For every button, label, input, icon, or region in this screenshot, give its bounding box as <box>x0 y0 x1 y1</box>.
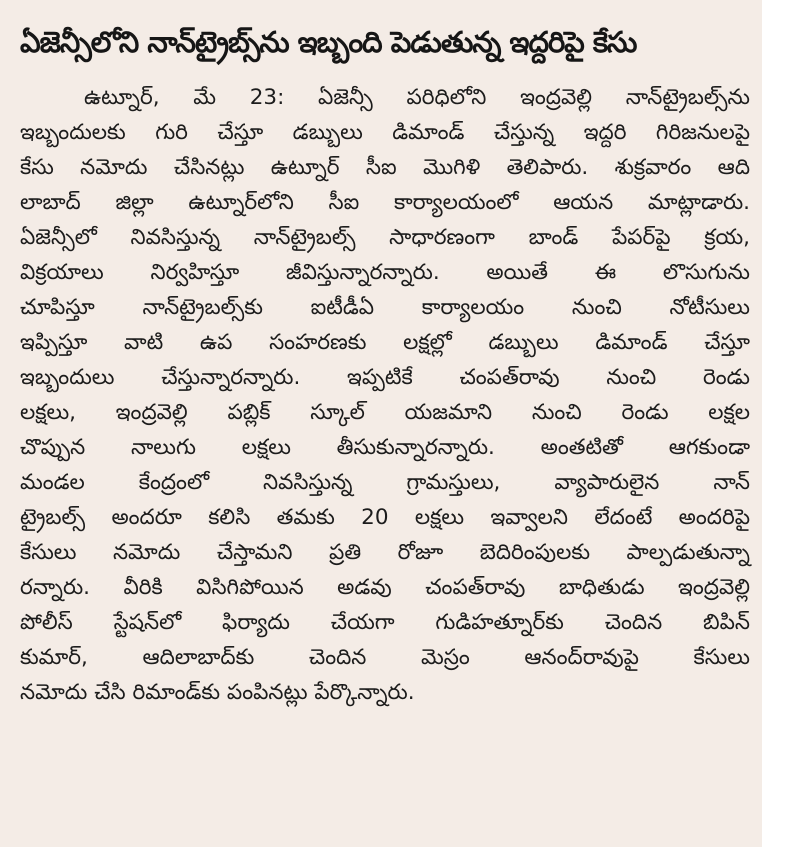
article-line: కేసు నమోదు చేసినట్లు ఉట్నూర్ సీఐ మొగిళి తెలిపారు. శుక్రవారం ఆది <box>20 155 750 180</box>
article-line: కేసులు నమోదు చేస్తామని ప్రతి రోజూ బెదిరింపులకు పాల్పడుతున్నా <box>20 540 750 565</box>
article-line: చొప్పున నాలుగు లక్షలు తీసుకున్నారన్నారు. అంతటితో ఆగకుండా <box>20 435 750 460</box>
article-line: మండల కేంద్రంలో నివసిస్తున్న గ్రామస్తులు, వ్యాపారులైన నాన్ <box>20 470 750 495</box>
article-line: ఇబ్బందులకు గురి చేస్తూ డబ్బులు డిమాండ్ చేస్తున్న ఇద్దరి గిరిజనులపై <box>20 120 750 145</box>
article-line: కుమార్, ఆదిలాబాద్‌కు చెందిన మెస్రం ఆనంద్‌రావుపై కేసులు <box>20 645 750 670</box>
article-body <box>20 80 750 710</box>
article-line: ఇబ్బందులు చేస్తున్నారన్నారు. ఇప్పటికే చంపత్‌రావు నుంచి రెండు <box>20 365 750 390</box>
article-line: ఇప్పిస్తూ వాటి ఉప సంహరణకు లక్షల్లో డబ్బులు డిమాండ్ చేస్తూ <box>20 330 750 355</box>
article-line: విక్రయాలు నిర్వహిస్తూ జీవిస్తున్నారన్నారు. అయితే ఈ లొసుగును <box>20 260 750 285</box>
article-line: చూపిస్తూ నాన్‌ట్రైబల్స్‌కు ఐటీడీఏ కార్యాలయం నుంచి నోటీసులు <box>20 295 750 320</box>
article-line: లక్షలు, ఇంద్రవెల్లి పబ్లిక్ స్కూల్ యజమాని నుంచి రెండు లక్షల <box>20 400 750 425</box>
article-line: రన్నారు. వీరికి విసిగిపోయిన అడవు చంపత్‌రావు బాధితుడు ఇంద్రవెల్లి <box>20 575 750 600</box>
article-line: పోలీస్ స్టేషన్‌లో ఫిర్యాదు చేయగా గుడిహత్నూర్‌కు చెందిన బిపిన్ <box>20 610 750 635</box>
article-line: ట్రైబల్స్ అందరూ కలిసి తమకు 20 లక్షలు ఇవ్వాలని లేదంటే అందరిపై <box>20 505 750 530</box>
article-line: నమోదు చేసి రిమాండ్‌కు పంపినట్లు పేర్కొన్నారు. <box>20 680 415 705</box>
article-line: ఉట్నూర్, మే 23: ఏజెన్సీ పరిధిలోని ఇంద్రవెల్లి నాన్‌ట్రైబల్స్‌ను <box>84 85 750 110</box>
article-line: ఏజెన్సీలో నివసిస్తున్న నాన్‌ట్రైబల్స్ సాధారణంగా బాండ్ పేపర్‌పై క్రయ, <box>20 225 750 250</box>
article-headline: ఏజెన్సీలోని నాన్‌ట్రైబ్స్‌ను ఇబ్బంది పెడుతున్న ఇద్దరిపై కేసు <box>20 25 637 59</box>
article-line: లాబాద్ జిల్లా ఉట్నూర్‌లోని సీఐ కార్యాలయంలో ఆయన మాట్లాడారు. <box>20 190 750 215</box>
